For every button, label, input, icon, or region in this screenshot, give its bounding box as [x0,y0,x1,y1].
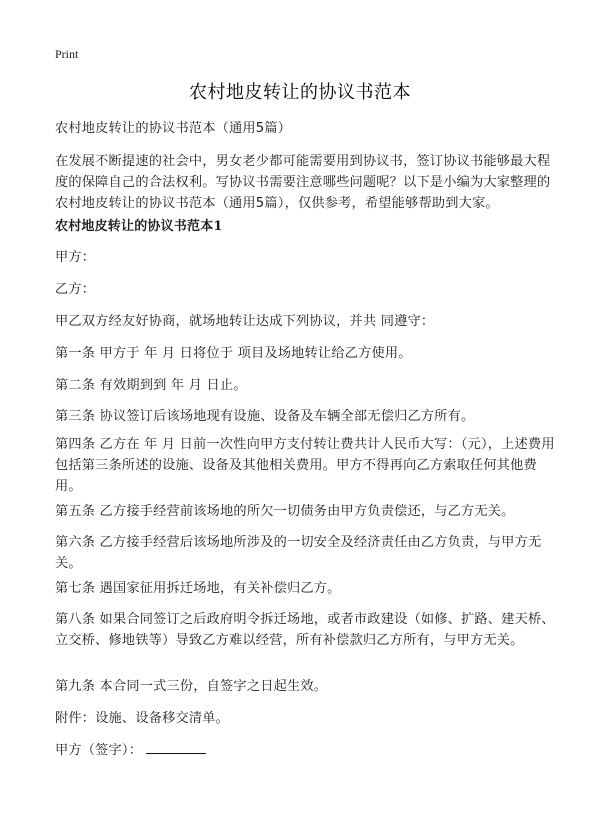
signature-line [55,740,555,761]
print-link[interactable]: Print [55,47,79,61]
intro-paragraph: 在发展不断提速的社会中，男女老少都可能需要用到协议书，签订协议书能够最大程度的保障自己的合法权利。写协议书需要注意哪些问题呢？以下是小编为大家整理的农村地皮转让的协议书范本（通用5篇），仅供参考，希望能够帮助到大家。 [55,154,551,211]
preamble: 甲乙双方经友好协商，就场地转让达成下列协议，并共 同遵守： [55,314,435,329]
page-title: 农村地皮转让的协议书范本 [189,82,411,103]
signature-blank[interactable] [146,740,206,754]
article-3: 第三条 协议签订后该场地现有设施、设备及车辆全部无偿归乙方所有。 [55,409,475,424]
article-4: 第四条 乙方在 年 月 日前一次性向甲方支付转让费共计人民币大写：（元），上述费用包括第三条所述的设施、设备及其他相关费用。甲方不得再向乙方索取任何其他费用。 [55,437,555,494]
party-b-line: 乙方： [55,282,96,297]
article-1: 第一条 甲方于 年 月 日将位于 项目及场地转让给乙方使用。 [55,346,412,361]
party-a-line: 甲方： [55,250,96,265]
attachment-line: 附件：设施、设备移交清单。 [55,711,230,726]
signature-label: 甲方（签字）： [55,743,143,758]
article-2: 第二条 有效期到到 年 月 日止。 [55,378,247,393]
article-8: 第八条 如果合同签订之后政府明令拆迁场地，或者市政建设（如修、扩路、建天桥、立交桥、修地铁等）导致乙方难以经营，所有补偿款归乙方所有，与甲方无关。 [55,612,555,648]
article-5: 第五条 乙方接手经营前该场地的所欠一切债务由甲方负责偿还，与乙方无关。 [55,504,515,519]
article-7: 第七条 遇国家征用拆迁场地，有关补偿归乙方。 [55,581,341,596]
article-9: 第九条 本合同一式三份，自签字之日起生效。 [55,679,328,694]
section-heading: 农村地皮转让的协议书范本1 [55,219,223,234]
article-6: 第六条 乙方接手经营后该场地所涉及的一切安全及经济责任由乙方负责，与甲方无关。 [55,535,542,571]
document-subtitle: 农村地皮转让的协议书范本（通用5篇） [55,121,292,136]
